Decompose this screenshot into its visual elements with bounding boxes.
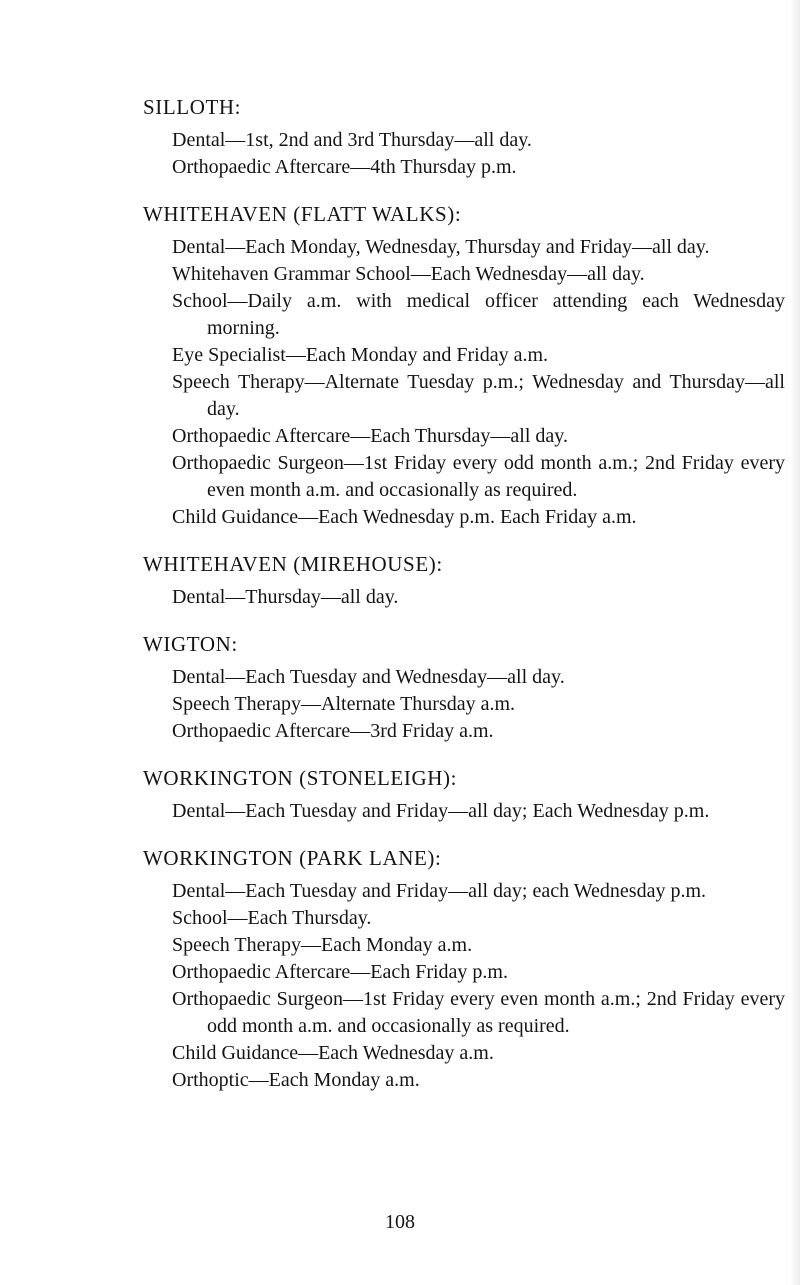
schedule-entry: Child Guidance—Each Wednesday a.m. bbox=[172, 1042, 494, 1064]
schedule-entry: Speech Therapy—Alternate Tuesday p.m.; Wednesday and Thursday—all day. bbox=[172, 371, 785, 420]
section-workington-park-lane bbox=[143, 845, 785, 1094]
section-heading: WORKINGTON (STONELEIGH): bbox=[143, 766, 457, 790]
schedule-entry: Whitehaven Grammar School—Each Wednesday—all day. bbox=[172, 263, 645, 285]
schedule-entry: Dental—Each Tuesday and Wednesday—all day. bbox=[172, 666, 565, 688]
schedule-entry: Dental—1st, 2nd and 3rd Thursday—all day. bbox=[172, 129, 532, 151]
schedule-entry: Dental—Thursday—all day. bbox=[172, 586, 399, 608]
section-heading: SILLOTH: bbox=[143, 95, 242, 119]
document-body bbox=[143, 94, 785, 1114]
section-whitehaven-flatt-walks bbox=[143, 201, 785, 531]
schedule-entry: Orthoptic—Each Monday a.m. bbox=[172, 1069, 420, 1091]
schedule-entry: School—Daily a.m. with medical officer attending each Wednesday morning. bbox=[172, 290, 785, 339]
schedule-entry: Dental—Each Tuesday and Friday—all day; each Wednesday p.m. bbox=[172, 880, 707, 902]
schedule-entry: Orthopaedic Surgeon—1st Friday every odd month a.m.; 2nd Friday every even month a.m. and occasionally as required. bbox=[172, 452, 785, 501]
schedule-entry: Speech Therapy—Each Monday a.m. bbox=[172, 934, 473, 956]
section-heading: WIGTON: bbox=[143, 632, 238, 656]
schedule-entry: Speech Therapy—Alternate Thursday a.m. bbox=[172, 693, 516, 715]
section-silloth bbox=[143, 94, 785, 181]
schedule-entry: Child Guidance—Each Wednesday p.m. Each Friday a.m. bbox=[172, 506, 637, 528]
page-number: 108 bbox=[385, 1211, 415, 1233]
schedule-entry: Orthopaedic Aftercare—Each Friday p.m. bbox=[172, 961, 508, 983]
page-edge-shadow bbox=[790, 0, 800, 1285]
schedule-entry: Orthopaedic Aftercare—3rd Friday a.m. bbox=[172, 720, 494, 742]
section-heading: WHITEHAVEN (MIREHOUSE): bbox=[143, 552, 443, 576]
section-heading: WORKINGTON (PARK LANE): bbox=[143, 846, 442, 870]
section-heading: WHITEHAVEN (FLATT WALKS): bbox=[143, 202, 462, 226]
section-workington-stoneleigh bbox=[143, 765, 785, 825]
section-whitehaven-mirehouse bbox=[143, 551, 785, 611]
schedule-entry: Orthopaedic Surgeon—1st Friday every even month a.m.; 2nd Friday every odd month a.m. and occasionally as required. bbox=[172, 988, 785, 1037]
schedule-entry: School—Each Thursday. bbox=[172, 907, 372, 929]
schedule-entry: Orthopaedic Aftercare—Each Thursday—all day. bbox=[172, 425, 568, 447]
schedule-entry: Dental—Each Tuesday and Friday—all day; Each Wednesday p.m. bbox=[172, 800, 710, 822]
schedule-entry: Orthopaedic Aftercare—4th Thursday p.m. bbox=[172, 156, 517, 178]
schedule-entry: Dental—Each Monday, Wednesday, Thursday and Friday—all day. bbox=[172, 236, 710, 258]
section-wigton bbox=[143, 631, 785, 745]
schedule-entry: Eye Specialist—Each Monday and Friday a.m. bbox=[172, 344, 549, 366]
